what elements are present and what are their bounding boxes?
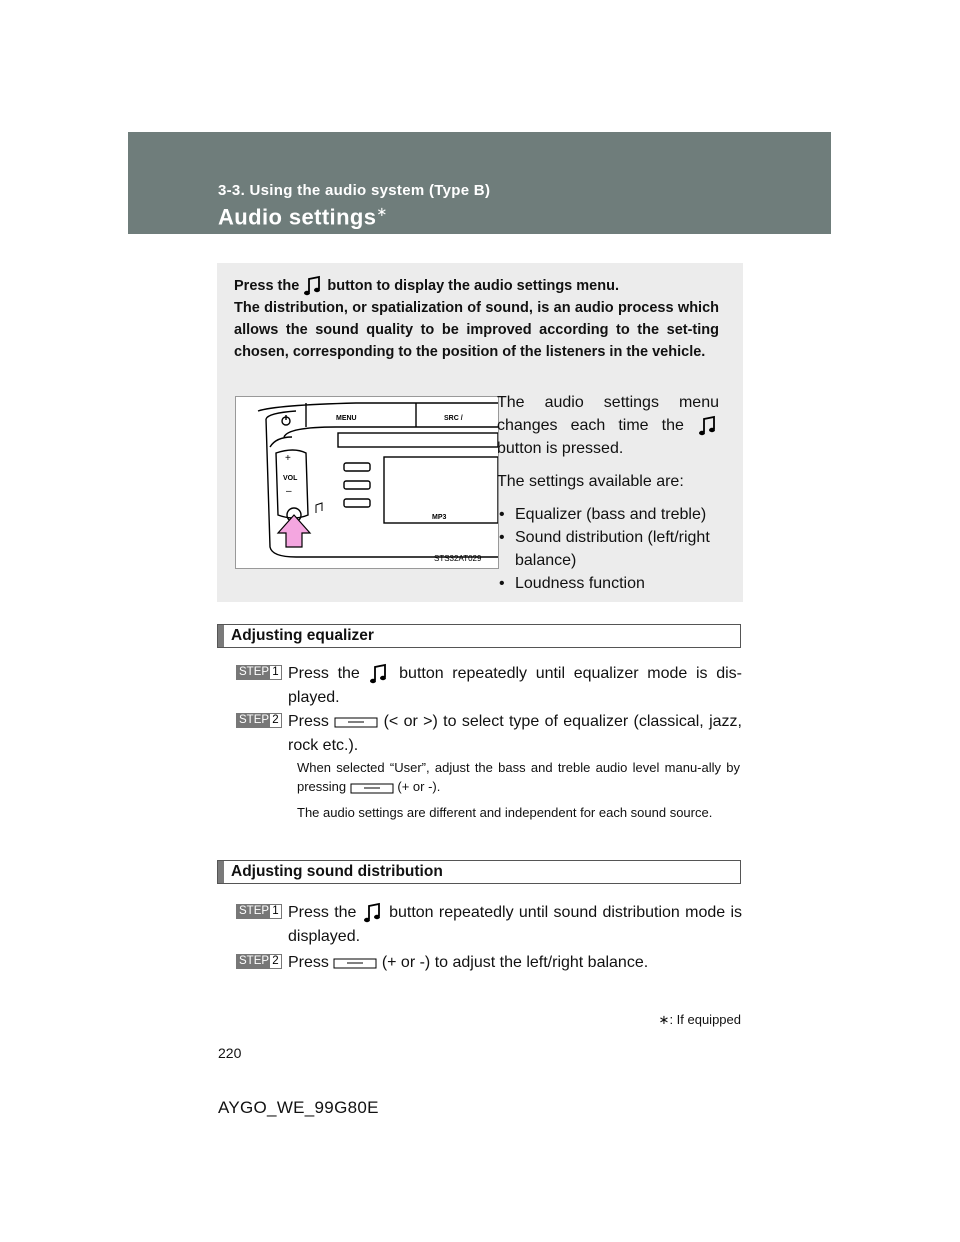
- step-text-start: Press: [288, 713, 329, 730]
- equalizer-heading: [217, 624, 741, 648]
- menu-info-para2: The settings available are:: [497, 473, 684, 490]
- footnote: [659, 1012, 741, 1028]
- step-text-end: (+ or -) to adjust the left/right balance.: [381, 954, 649, 971]
- chapter-header: [128, 132, 831, 234]
- intro-line1-start: Press the: [234, 278, 300, 294]
- menu-button-label: MENU: [336, 415, 357, 422]
- equalizer-note-2: The audio settings are different and independent for each sound source.: [297, 805, 713, 820]
- figure-id: STS32AT029: [434, 554, 482, 563]
- step-number: 2: [270, 714, 281, 727]
- distribution-step-2: [236, 951, 742, 975]
- rocker-button-icon: [334, 716, 378, 728]
- vol-plus-label: +: [285, 453, 291, 464]
- list-item: • Equalizer (bass and treble): [497, 503, 719, 526]
- step-badge: [236, 954, 282, 969]
- music-note-icon: [697, 415, 719, 437]
- rocker-button-icon: [333, 957, 377, 969]
- step-word: STEP: [239, 955, 270, 967]
- step-text-end: (< or >) to select type of equalizer (classical, jazz, rock etc.).: [288, 713, 742, 754]
- distribution-heading: [217, 860, 741, 884]
- intro-text: [234, 275, 719, 363]
- intro-paragraph: The distribution, or spatialization of sound, is an audio process which allows the sound quality to be improved according to the set-ting chosen, corresponding to the position of the listeners in the vehicle.: [234, 300, 719, 361]
- music-note-icon: [303, 275, 323, 297]
- equalizer-note-1: [297, 758, 740, 796]
- note-text-end: (+ or -).: [397, 779, 441, 794]
- footnote-mark: ∗: [658, 1012, 670, 1027]
- distribution-heading-text: Adjusting sound distribution: [231, 863, 443, 880]
- step-badge: [236, 904, 282, 919]
- settings-list: [497, 503, 719, 595]
- music-note-icon: [362, 902, 384, 924]
- menu-info-para1-end: button is pressed.: [497, 440, 624, 457]
- heading-bar: [218, 625, 224, 647]
- equalizer-heading-text: Adjusting equalizer: [231, 627, 374, 644]
- equalizer-step-2: [236, 710, 742, 758]
- intro-line1-end: button to display the audio settings menu.: [327, 278, 619, 294]
- step-text: [288, 662, 742, 710]
- menu-info-para1: [497, 391, 719, 460]
- step-text-start: Press the: [288, 665, 360, 682]
- note-text-start: When selected “User”, adjust the bass and treble audio level manu-ally by pressing: [297, 760, 740, 794]
- vol-minus-label: –: [286, 486, 292, 497]
- intro-box: [217, 263, 743, 602]
- step-text-end: button repeatedly until sound distribution mode is displayed.: [288, 904, 742, 945]
- step-number: 2: [270, 955, 281, 968]
- step-number: 1: [270, 666, 281, 679]
- step-text: [288, 951, 742, 975]
- step-text-start: Press: [288, 954, 329, 971]
- radio-drawing: [236, 397, 498, 568]
- menu-info: [497, 391, 719, 595]
- step-word: STEP: [239, 905, 270, 917]
- page-number: 220: [218, 1045, 242, 1061]
- page-title-text: Audio settings: [218, 204, 377, 230]
- step-text-start: Press the: [288, 904, 357, 921]
- step-word: STEP: [239, 666, 270, 678]
- step-badge: [236, 713, 282, 728]
- step-text: [288, 901, 742, 949]
- music-note-icon: [316, 503, 322, 513]
- step-number: 1: [270, 905, 281, 918]
- document-code: AYGO_WE_99G80E: [218, 1098, 379, 1117]
- step-badge: [236, 665, 282, 680]
- section-label: 3-3. Using the audio system (Type B): [218, 182, 491, 199]
- step-text-end: button repeatedly until equalizer mode is dis-played.: [288, 665, 742, 706]
- distribution-step-1: [236, 901, 742, 949]
- radio-illustration: [235, 396, 499, 569]
- vol-label: VOL: [283, 475, 298, 482]
- step-word: STEP: [239, 714, 270, 726]
- src-button-label: SRC /: [444, 415, 463, 422]
- equalizer-step-1: [236, 662, 742, 710]
- mp3-label: MP3: [432, 514, 447, 521]
- list-item: • Sound distribution (left/right balance): [497, 526, 719, 572]
- equipped-mark: ∗: [376, 204, 388, 219]
- heading-bar: [218, 861, 224, 883]
- page-title: [218, 204, 388, 230]
- rocker-button-icon: [350, 782, 394, 794]
- intro-line1: [234, 275, 719, 297]
- music-note-icon: [368, 663, 390, 685]
- list-item: • Loudness function: [497, 572, 719, 595]
- step-text: [288, 710, 742, 758]
- menu-info-para1-start: The audio settings menu changes each time the: [497, 394, 719, 434]
- footnote-text: : If equipped: [669, 1012, 741, 1027]
- arrow-pointer-icon: [278, 515, 310, 547]
